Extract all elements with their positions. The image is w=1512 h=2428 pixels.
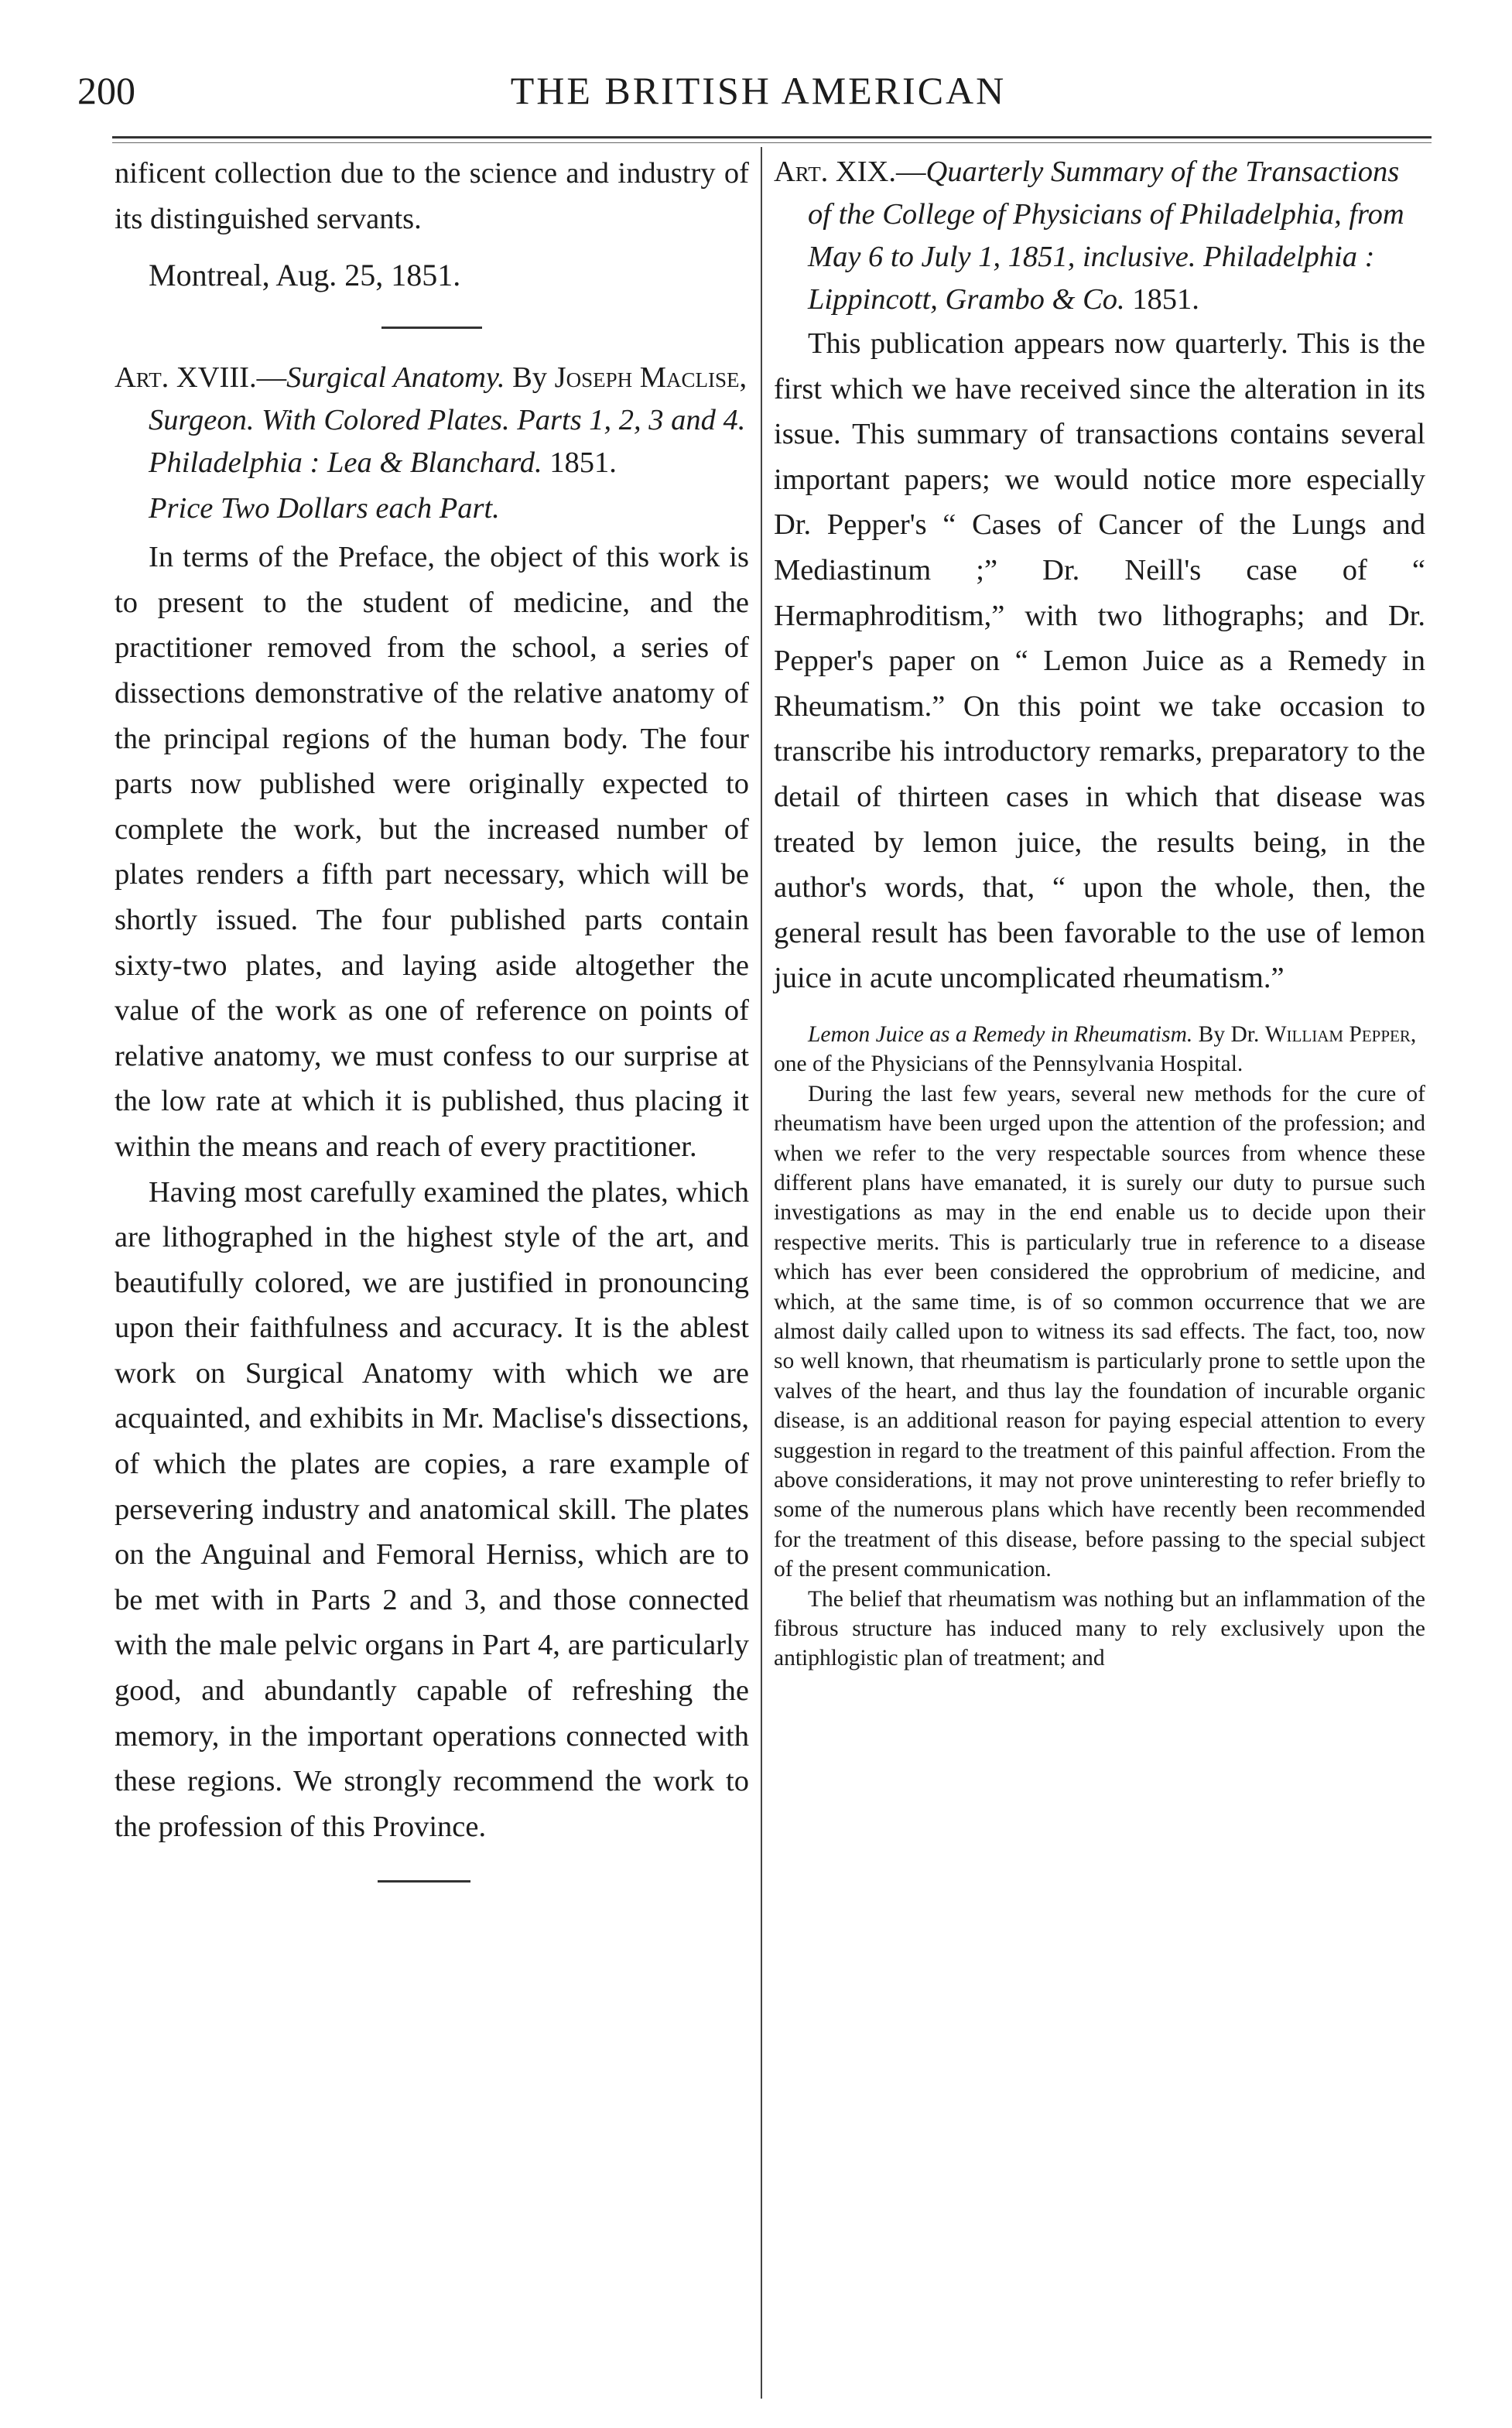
review-paragraph: This publication appears now quarterly. This is the first which we have received since the alteration in its issue. This summary of transactions contains several important papers; we would notice more especially Dr. Pepper's “ Cases of Cancer of the Lungs and Mediastinum ;” Dr. Neill's case of “ Hermaphroditism,” with two lithographs; and Dr. Pepper's paper on “ Lemon Juice as a Remedy in Rheumatism.” On this point we take occasion to transcribe his introductory remarks, preparatory to the detail of thirteen cases in which that disease was treated by lemon juice, the results being, in the author's words, that, “ upon the whole, then, the general result has been favorable to the use of lemon juice in acute uncomplicated rheumatism.” (774, 327, 1425, 995)
continuation-paragraph: nificent collection due to the science and industry of its distinguished servants. (115, 157, 749, 235)
quote-byline-rest: one of the Physicians of the Pennsylvania Hospital. (774, 1052, 1243, 1077)
page-header (77, 68, 1439, 138)
quote-title: Lemon Juice as a Remedy in Rheumatism. (808, 1021, 1193, 1047)
article-author: Joseph Maclise, (554, 361, 747, 395)
quote-paragraph: During the last few years, several new methods for the cure of rheumatism have been urged upon the attention of the profession; and when we refer to the very respectable sources from whence these different plans have emanated, it is surely our duty to pursue such investigations as may in the end enable us to decide upon their respective merits. This is particularly true in reference to a disease which has ever been considered the opprobrium of medicine, and which, at the same time, is of so common occurrence that we are almost daily called upon to witness its sad effects. The fact, too, now so well known, that rheumatism is particularly prone to settle upon the valves of the heart, and thus lay the foundation of incurable organic disease, is an additional reason for paying especial attention to every suggestion in regard to the treatment of this painful affection. From the above considerations, it may not prove uninteresting to refer briefly to some of the numerous plans which have recently been recommended for the treatment of this disease, before passing to the special subject of the present communication. (774, 1081, 1425, 1582)
article-year: 1851. (1132, 283, 1199, 316)
article-title: Surgical Anatomy. (286, 361, 505, 395)
quote-byline-name: William Pepper, (1264, 1021, 1417, 1047)
article-label: Art. XVIII. (115, 361, 257, 395)
article-details: With Colored Plates. Parts 1, 2, 3 and 4. Philadelphia : Lea & Blanchard. (149, 404, 746, 480)
article-author-role: Surgeon. (149, 404, 255, 437)
quote-heading (774, 1020, 1425, 1079)
article-by: By (512, 361, 548, 395)
quote-byline-by: By Dr. (1198, 1021, 1260, 1047)
end-divider (378, 1880, 470, 1883)
article-xviii-heading: Art. XVIII.—Surgical Anatomy. By Joseph Maclise, Surgeon. With Colored Plates. Parts 1, 2, 3 and 4. Philadelphia : Lea & Blanchard. 1851. (115, 361, 747, 480)
left-column (115, 151, 749, 1883)
header-rule-thin (112, 142, 1432, 143)
section-divider (381, 327, 482, 329)
column-divider (761, 147, 762, 2399)
quote-paragraph: The belief that rheumatism was nothing but an inflammation of the fibrous structure has induced many to rely exclusively upon the antiphlogistic plan of treatment; and (774, 1586, 1425, 1671)
article-title: Quarterly Summary of the Transactions of the College of Physicians of Philadelphia, from May 6 to July 1, 1851, inclusive. Philadelphia : Lippincott, Grambo & Co. (808, 156, 1404, 316)
dateline: Montreal, Aug. 25, 1851. (149, 258, 461, 293)
header-rule (112, 136, 1432, 138)
review-paragraph: In terms of the Preface, the object of this work is to present to the student of medicine, and the practitioner removed from the school, a series of dissections demonstrative of the relative anatomy of the principal regions of the human body. The four parts now published were originally expected to complete the work, but the increased number of plates renders a fifth part necessary, which will be shortly issued. The four published parts contain sixty-two plates, and laying aside altogether the value of the work as one of reference on points of relative anatomy, we must confess to our surprise at the low rate at which it is published, thus placing it within the means and reach of every practitioner. (115, 541, 749, 1163)
article-year: 1851. (549, 446, 617, 480)
review-paragraph: Having most carefully examined the plates, which are lithographed in the highest style of the art, and beautifully colored, we are justified in pronouncing upon their faithfulness and accuracy. It is the ablest work on Surgical Anatomy with which we are acquainted, and exhibits in Mr. Maclise's dissections, of which the plates are copies, a rare example of persevering industry and anatomical skill. The plates on the Anguinal and Femoral Herniss, which are to be met with in Parts 2 and 3, and those connected with the male pelvic organs in Part 4, are particularly good, and abundantly capable of refreshing the memory, in the important operations connected with these regions. We strongly recommend the work to the profession of this Province. (115, 1175, 749, 1843)
page-number: 200 (77, 69, 135, 112)
article-label: Art. XIX. (774, 156, 896, 188)
running-title: THE BRITISH AMERICAN (510, 69, 1007, 112)
article-xix-heading: Art. XIX.—Quarterly Summary of the Transactions of the College of Physicians of Philadelphia, from May 6 to July 1, 1851, inclusive. Philadelphia : Lippincott, Grambo & Co. 1851. (774, 156, 1404, 316)
article-price (115, 487, 749, 530)
article-price-text: Price Two Dollars each Part. (149, 492, 500, 525)
right-column (774, 151, 1425, 1674)
